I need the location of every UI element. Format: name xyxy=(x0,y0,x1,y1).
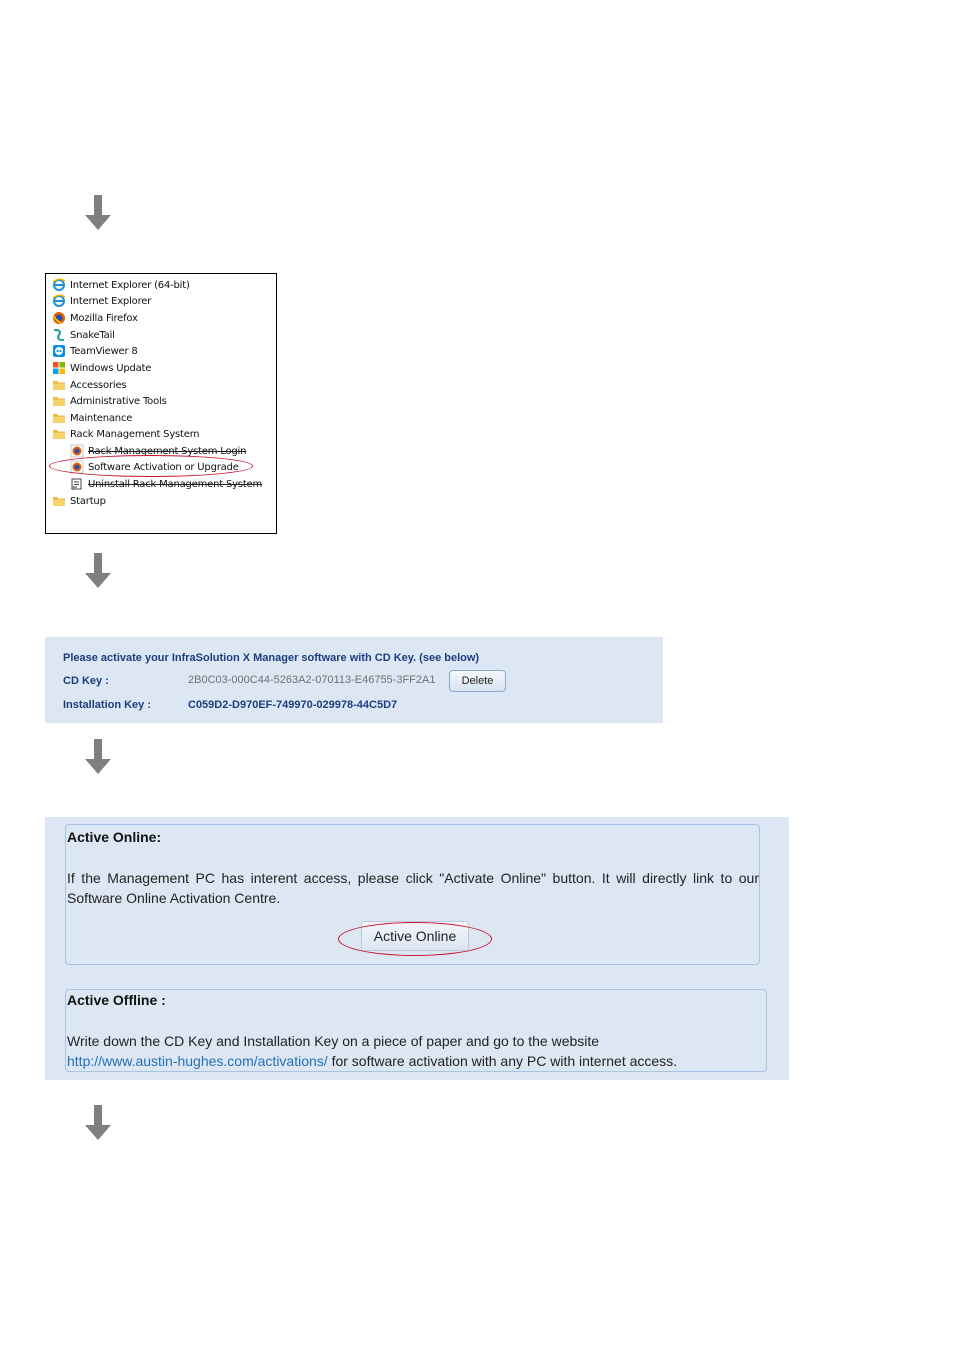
folder-icon xyxy=(52,394,66,408)
folder-icon xyxy=(52,411,66,425)
down-arrow-icon xyxy=(83,1105,113,1141)
activation-prompt: Please activate your InfraSolution X Manager software with CD Key. (see below) xyxy=(63,652,480,664)
menu-item-uninstall-rack-management-system[interactable]: Uninstall Rack Management System xyxy=(70,476,262,492)
windows-update-icon xyxy=(52,361,66,375)
active-offline-line1: Write down the CD Key and Installation Key on a piece of paper and go to the website xyxy=(67,1033,600,1049)
installation-key-label: Installation Key : xyxy=(63,699,152,711)
active-offline-description xyxy=(67,1031,767,1071)
down-arrow-icon xyxy=(83,553,113,589)
menu-item-rack-management-system[interactable]: Rack Management System xyxy=(52,426,199,442)
uninstall-icon xyxy=(70,477,84,491)
activation-website-link[interactable]: http://www.austin-hughes.com/activations/ xyxy=(67,1053,328,1069)
activation-method-panel xyxy=(45,817,789,1080)
activation-key-panel xyxy=(45,637,663,723)
menu-item-rack-management-system-login[interactable]: Rack Management System Login xyxy=(70,443,246,459)
menu-item-administrative-tools[interactable]: Administrative Tools xyxy=(52,393,167,409)
folder-icon xyxy=(52,427,66,441)
internet-explorer-icon xyxy=(52,294,66,308)
delete-button[interactable]: Delete xyxy=(449,670,506,692)
menu-item-startup[interactable]: Startup xyxy=(52,493,106,509)
firefox-icon xyxy=(52,311,66,325)
down-arrow-icon xyxy=(83,195,113,231)
menu-item-mozilla-firefox[interactable]: Mozilla Firefox xyxy=(52,310,138,326)
cd-key-label: CD Key : xyxy=(63,675,109,687)
down-arrow-icon xyxy=(83,739,113,775)
active-online-description: If the Management PC has interent access, please click "Activate Online" button. It will directly link to our Software Online Activation Centre. xyxy=(67,870,759,906)
active-online-button[interactable]: Active Online xyxy=(361,921,469,951)
installation-key-value: C059D2-D970EF-749970-029978-44C5D7 xyxy=(188,699,398,711)
menu-item-accessories[interactable]: Accessories xyxy=(52,377,126,393)
menu-item-maintenance[interactable]: Maintenance xyxy=(52,410,132,426)
cd-key-value: 2B0C03-000C44-5263A2-070113-E46755-3FF2A1 xyxy=(188,674,436,686)
menu-item-internet-explorer[interactable]: Internet Explorer xyxy=(52,293,151,309)
folder-icon xyxy=(52,378,66,392)
menu-item-software-activation-or-upgrade[interactable]: Software Activation or Upgrade xyxy=(70,459,239,475)
menu-item-internet-explorer-64[interactable]: Internet Explorer (64-bit) xyxy=(52,277,190,293)
active-offline-title: Active Offline : xyxy=(67,992,166,1008)
teamviewer-icon xyxy=(52,344,66,358)
firefox-icon xyxy=(70,460,84,474)
active-offline-line2: for software activation with any PC with internet access. xyxy=(327,1053,678,1069)
menu-item-snaketail[interactable]: SnakeTail xyxy=(52,327,115,343)
snaketail-icon xyxy=(52,328,66,342)
active-online-box xyxy=(65,824,760,965)
internet-explorer-icon xyxy=(52,278,66,292)
start-menu-programs-list xyxy=(45,273,277,534)
active-offline-box xyxy=(65,989,767,1072)
menu-item-teamviewer[interactable]: TeamViewer 8 xyxy=(52,343,138,359)
menu-item-windows-update[interactable]: Windows Update xyxy=(52,360,151,376)
firefox-icon xyxy=(70,444,84,458)
active-online-title: Active Online: xyxy=(67,829,162,845)
folder-icon xyxy=(52,494,66,508)
